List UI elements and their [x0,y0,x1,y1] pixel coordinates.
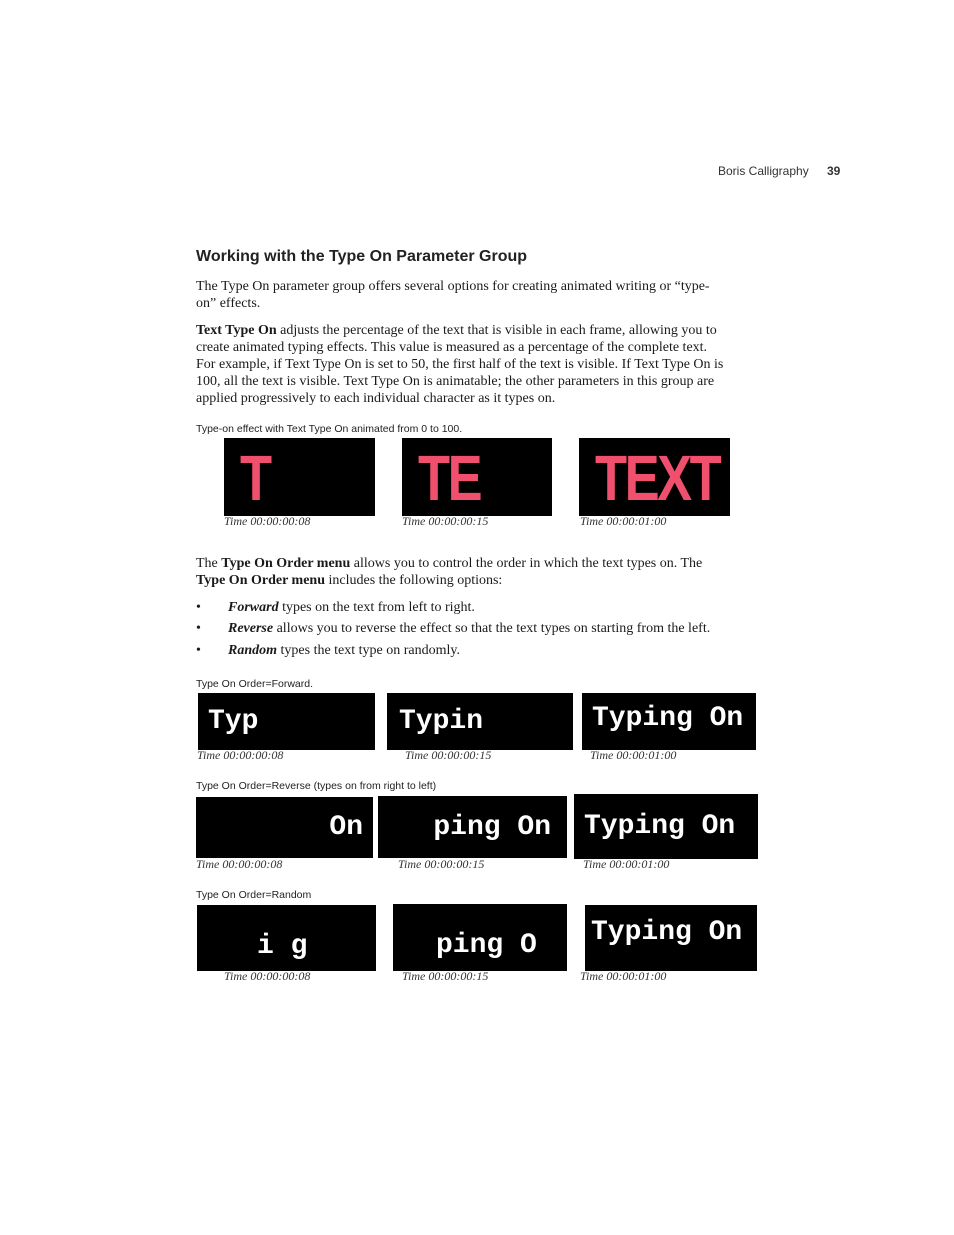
option-term: Forward [228,600,279,615]
frame-text: Typ [208,706,259,737]
option-desc: types on the text from left to right. [278,600,475,615]
frame-time: Time 00:00:01:00 [580,969,667,983]
intro-paragraph [196,278,761,312]
bullet-icon: • [196,600,201,615]
frame-forward-2 [387,693,573,750]
term-text-type-on: Text Type On [196,323,277,338]
paragraph-line: For example, if Text Type On is set to 50, the first half of the text is visible. If Text Type On is [196,357,724,372]
frame-text: On [329,812,363,843]
frame-time: Time 00:00:01:00 [590,748,677,762]
frame-time: Time 00:00:00:15 [398,857,485,871]
frame-text-type-on-3 [579,438,730,516]
term-type-on-order-menu: Type On Order menu [221,556,351,571]
paragraph-text: includes the following options: [325,573,503,588]
frame-text: i g [257,930,308,962]
figure-caption-text-type-on: Type-on effect with Text Type On animated from 0 to 100. [196,423,463,435]
option-term: Random [228,643,278,658]
frame-time: Time 00:00:00:08 [224,514,311,528]
frame-text: Typing On [584,811,736,842]
term-type-on-order-menu: Type On Order menu [196,573,325,588]
frame-time: Time 00:00:01:00 [580,514,667,528]
frame-text: Typin [399,706,484,737]
paragraph-text: The [196,556,222,571]
frame-text-type-on-1 [224,438,375,516]
frame-time: Time 00:00:00:15 [402,969,489,983]
frame-text-type-on-2 [402,438,552,516]
frame-text: T [240,442,270,514]
frame-time: Time 00:00:00:15 [402,514,489,528]
intro-line: on” effects. [196,296,261,311]
paragraph-line: create animated typing effects. This value is measured as a percentage of the complete text. [196,340,708,355]
option-desc: types the text type on randomly. [277,643,461,658]
frame-time: Time 00:00:00:15 [405,748,492,762]
frame-reverse-2 [378,796,567,858]
frame-time: Time 00:00:00:08 [197,748,284,762]
paragraph-text: adjusts the percentage of the text that is visible in each frame, allowing you to [276,323,717,338]
intro-line: The Type On parameter group offers several options for creating animated writing or “type- [196,279,710,294]
option-term: Reverse [228,621,274,636]
frame-random-1 [197,905,376,971]
running-header-title: Boris Calligraphy [718,164,809,178]
frame-text: ping On [433,811,551,843]
frame-forward-1 [198,693,375,750]
frame-text: TEXT [595,442,720,514]
paragraph-line: 100, all the text is visible. Text Type On is animatable; the other parameters in this group are [196,374,715,389]
frame-time: Time 00:00:00:08 [224,969,311,983]
paragraph-text: allows you to control the order in which the text types on. The [350,556,703,571]
frame-text: Typing On [592,703,744,734]
paragraph-line: applied progressively to each individual character as it types on. [196,391,556,406]
page-number: 39 [827,164,841,178]
bullet-icon: • [196,621,201,636]
frame-text: TE [418,442,481,514]
bullet-icon: • [196,643,201,658]
frame-time: Time 00:00:00:08 [196,857,283,871]
option-desc: allows you to reverse the effect so that the text types on starting from the left. [273,621,711,636]
text-type-on-paragraph [196,322,761,407]
frame-text: Typing On [591,917,743,948]
frame-random-2 [393,904,567,971]
frame-forward-3 [582,693,756,750]
frame-random-3 [585,905,757,971]
frame-reverse-1 [196,797,373,858]
figure-caption-forward: Type On Order=Forward. [196,678,314,690]
frame-reverse-3 [574,794,758,859]
order-menu-paragraph [196,555,761,589]
figure-caption-reverse: Type On Order=Reverse (types on from right to left) [196,780,437,792]
figure-caption-random: Type On Order=Random [196,889,312,901]
frame-time: Time 00:00:01:00 [583,857,670,871]
frame-text: ping O [436,930,537,961]
section-heading: Working with the Type On Parameter Group [196,248,528,265]
